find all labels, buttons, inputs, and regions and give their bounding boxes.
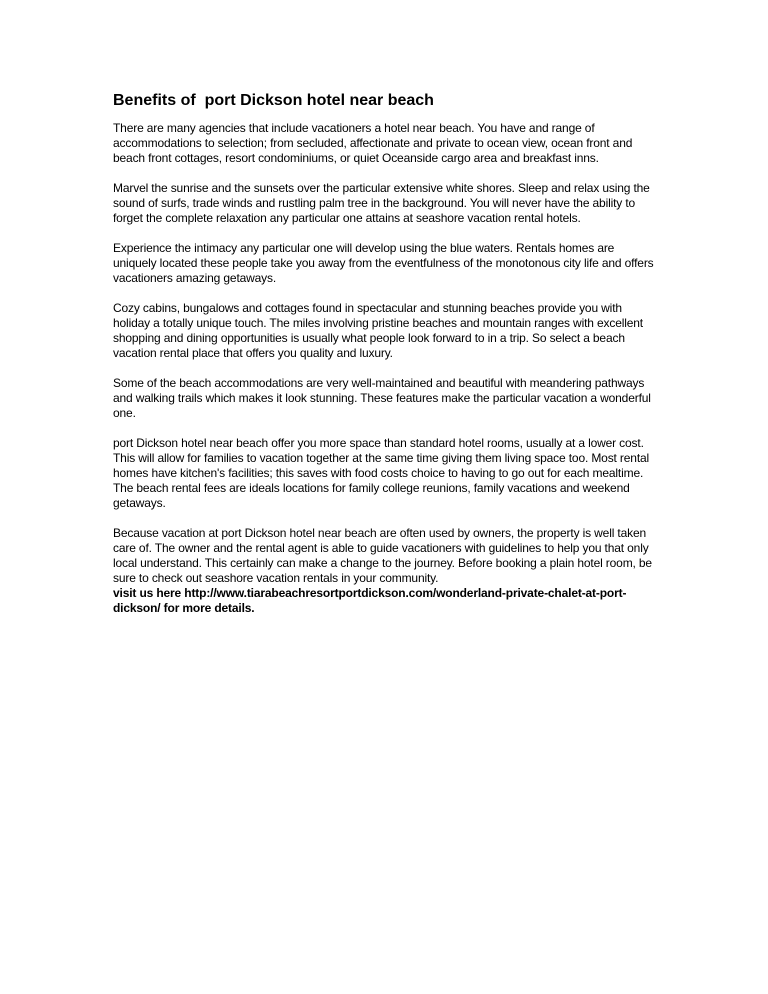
- document-page: [113, 91, 658, 616]
- paragraph-5: Some of the beach accommodations are very well-maintained and beautiful with meandering pathways and walking trails which makes it look stunning. These features make the particular vacation a wonderful one.: [113, 376, 651, 420]
- paragraph-6: port Dickson hotel near beach offer you more space than standard hotel rooms, usually at a lower cost. This will allow for families to vacation together at the same time giving them living space too. Most rental homes have kitchen's facilities; this saves with food costs choice to having to go out for each mealtime. The beach rental fees are ideals locations for family college reunions, family vacations and weekend getaways.: [113, 436, 650, 510]
- paragraph-2: Marvel the sunrise and the sunsets over the particular extensive white shores. Sleep and relax using the sound of surfs, trade winds and rustling palm tree in the background. You will never have the ability to forget the complete relaxation any particular one attains at seashore vacation rental hotels.: [113, 181, 650, 225]
- closing-link-text: visit us here http://www.tiarabeachresortportdickson.com/wonderland-private-chalet-at-port-dickson/ for more details.: [113, 586, 627, 615]
- paragraph-3: Experience the intimacy any particular one will develop using the blue waters. Rentals homes are uniquely located these people take you away from the eventfulness of the monotonous city life and offers vacationers amazing getaways.: [113, 241, 654, 285]
- paragraph-1: There are many agencies that include vacationers a hotel near beach. You have and range of accommodations to selection; from secluded, affectionate and private to ocean view, ocean front and beach front cottages, resort condominiums, or quiet Oceanside cargo area and breakfast inns.: [113, 121, 633, 165]
- paragraph-4: Cozy cabins, bungalows and cottages found in spectacular and stunning beaches provide you with holiday a totally unique touch. The miles involving pristine beaches and mountain ranges with excellent shopping and dining opportunities is usually what people look forward to in a trip. So select a beach vacation rental place that offers you quality and luxury.: [113, 301, 643, 360]
- document-title: Benefits of port Dickson hotel near beach: [113, 92, 434, 109]
- paragraph-7: Because vacation at port Dickson hotel near beach are often used by owners, the property is well taken care of. The owner and the rental agent is able to guide vacationers with guidelines to help you that only local understand. This certainly can make a change to the journey. Before booking a plain hotel room, be sure to check out seashore vacation rentals in your community.: [113, 526, 652, 585]
